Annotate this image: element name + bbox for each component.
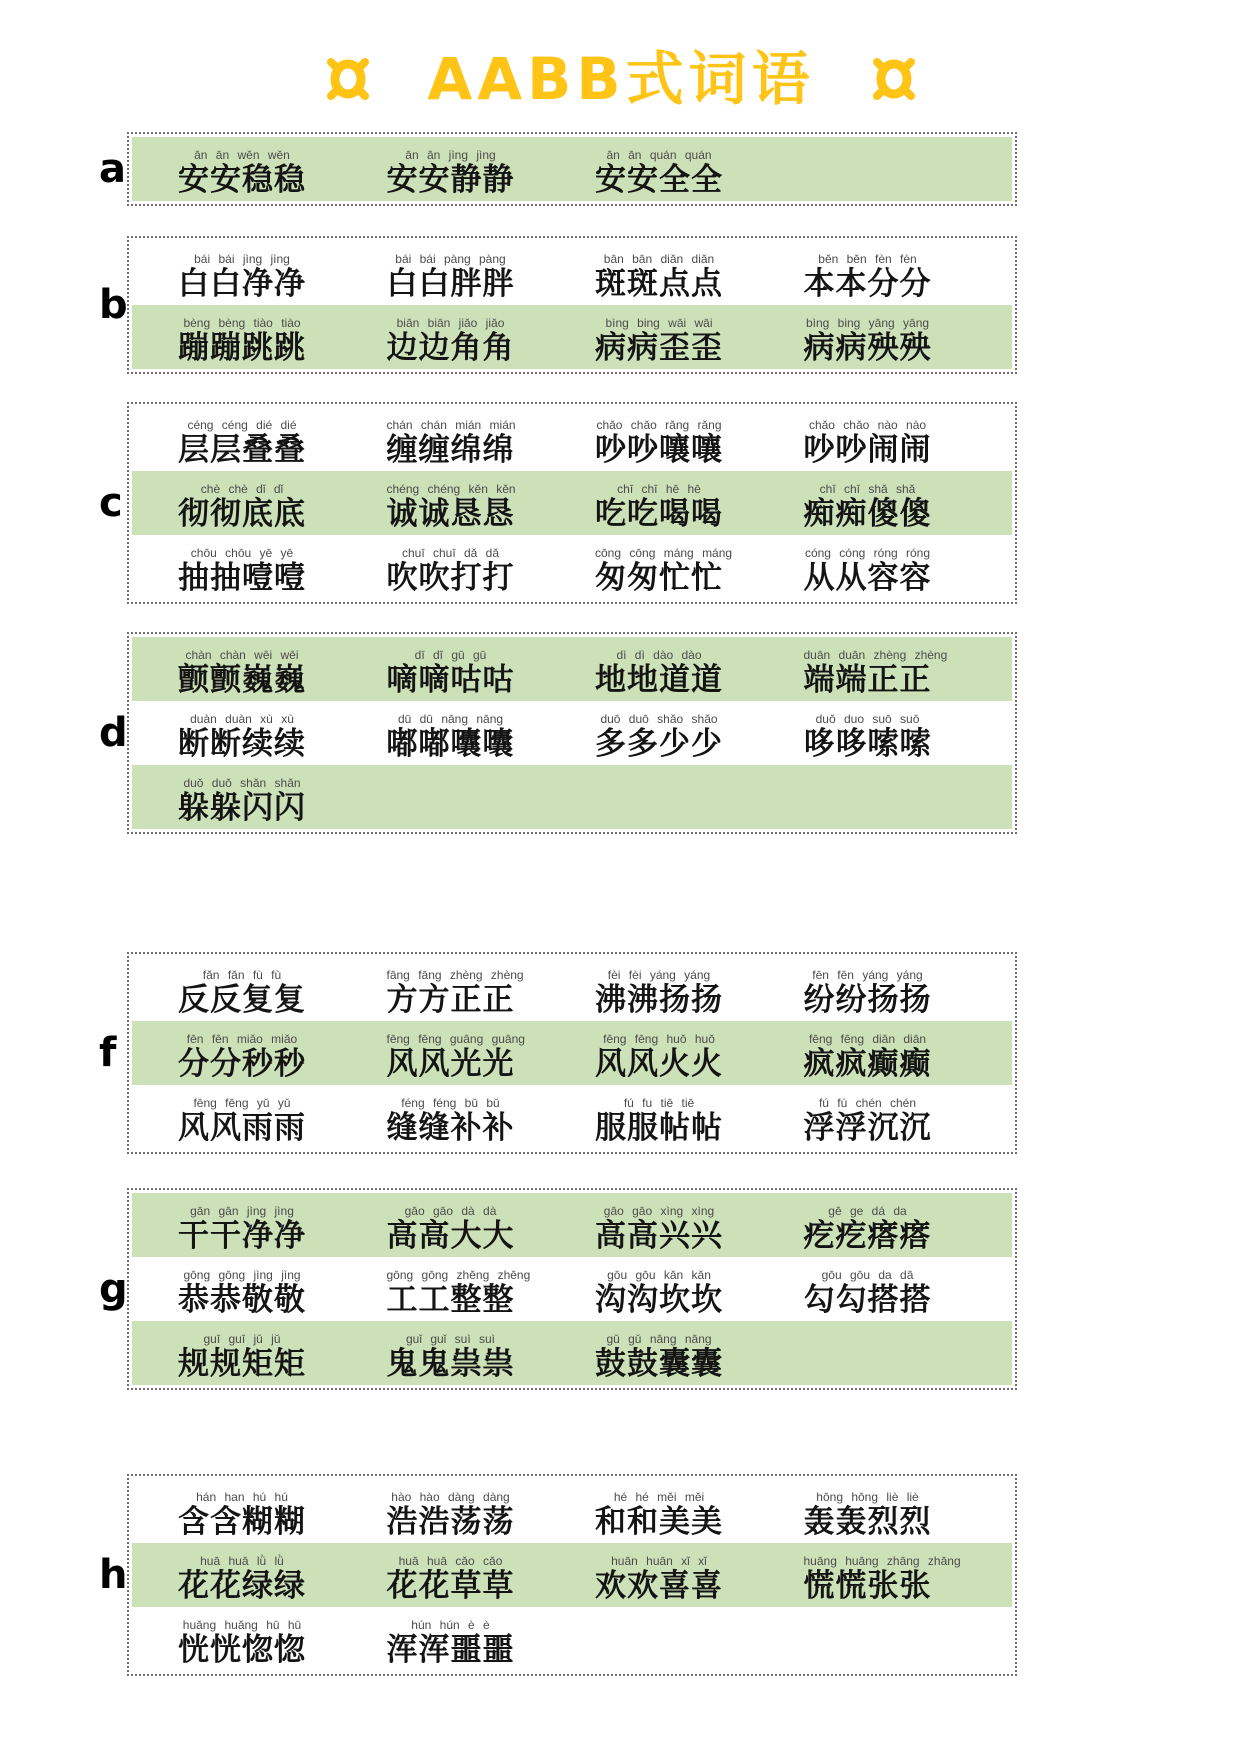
pinyin-annotation: féng féng bǔ bǔ <box>401 1096 500 1111</box>
word-cell <box>804 1490 932 1543</box>
word-cell <box>804 418 932 471</box>
word-cell <box>595 482 723 535</box>
pinyin-annotation: chǎo chǎo nào nào <box>808 418 927 433</box>
word-row <box>132 1321 1012 1385</box>
pinyin-annotation: bèng bèng tiào tiào <box>183 316 301 331</box>
word-cell <box>804 1096 932 1149</box>
pinyin-annotation: ān ān wěn wěn <box>194 148 290 163</box>
word-list <box>99 132 1017 1676</box>
pinyin-annotation: huān huān xǐ xǐ <box>611 1554 707 1569</box>
pinyin-annotation: gōng gōng zhěng zhěng <box>386 1268 531 1283</box>
pinyin-annotation: chàn chàn wēi wēi <box>185 648 299 663</box>
word-cell <box>387 252 515 305</box>
pinyin-annotation: chōu chōu yē yē <box>190 546 294 561</box>
pinyin-annotation: hào hào dàng dàng <box>391 1490 510 1505</box>
aabb-word: 本本分分 <box>803 266 932 302</box>
aabb-word: 轰轰烈烈 <box>803 1504 932 1540</box>
aabb-word: 疙疙瘩瘩 <box>803 1218 932 1254</box>
aabb-word: 嘀嘀咕咕 <box>386 662 515 698</box>
word-cell <box>178 776 306 829</box>
aabb-word: 抽抽噎噎 <box>178 560 306 596</box>
pinyin-annotation: hōng hōng liè liè <box>816 1490 919 1505</box>
aabb-word: 端端正正 <box>803 662 932 698</box>
pinyin-annotation: bái bái pàng pàng <box>395 252 506 267</box>
word-cell <box>178 648 306 701</box>
aabb-word: 白白胖胖 <box>386 266 515 302</box>
section-c <box>99 402 1017 604</box>
word-cell <box>804 482 932 535</box>
word-cell <box>178 546 306 599</box>
aabb-word: 和和美美 <box>595 1504 723 1540</box>
aabb-word: 吵吵闹闹 <box>803 432 932 468</box>
aabb-word: 服服帖帖 <box>595 1110 723 1146</box>
word-cell <box>387 546 515 599</box>
section-label: a <box>99 146 126 192</box>
word-cell <box>178 1268 306 1321</box>
aabb-word: 蹦蹦跳跳 <box>178 330 306 366</box>
pinyin-annotation: huā huā cǎo cǎo <box>398 1554 503 1569</box>
aabb-word: 含含糊糊 <box>178 1504 306 1540</box>
pinyin-annotation: bìng bing wāi wāi <box>605 316 713 331</box>
aabb-word: 彻彻底底 <box>178 496 306 532</box>
word-cell <box>387 1096 515 1149</box>
aabb-word: 反反复复 <box>178 982 306 1018</box>
aabb-word: 干干净净 <box>178 1218 306 1254</box>
aabb-word: 病病殃殃 <box>803 330 932 366</box>
word-cell <box>387 1032 525 1085</box>
word-cell <box>387 648 515 701</box>
word-row <box>132 535 1012 599</box>
aabb-word: 地地道道 <box>595 662 723 698</box>
pinyin-annotation: fēn fēn yáng yáng <box>812 968 923 983</box>
pinyin-annotation: fēn fēn miǎo miǎo <box>186 1032 298 1047</box>
aabb-word: 工工整整 <box>386 1282 515 1318</box>
pinyin-annotation: chéng chéng kěn kěn <box>386 482 516 497</box>
pinyin-annotation: gān gān jìng jìng <box>190 1204 294 1219</box>
word-row <box>132 765 1012 829</box>
word-cell <box>387 1554 515 1607</box>
pinyin-annotation: fú fú chén chén <box>818 1096 917 1111</box>
aabb-word: 白白净净 <box>178 266 306 302</box>
word-cell <box>178 1204 306 1257</box>
aabb-word: 疯疯癫癫 <box>803 1046 932 1082</box>
word-cell <box>804 1204 932 1257</box>
pinyin-annotation: huāng huāng zhāng zhāng <box>803 1554 961 1569</box>
word-cell <box>387 148 515 201</box>
word-row <box>132 637 1012 701</box>
word-cell <box>595 148 723 201</box>
pinyin-annotation: gōu gōu da dā <box>821 1268 914 1283</box>
word-cell <box>595 712 723 765</box>
pinyin-annotation: fēng fēng guāng guāng <box>386 1032 525 1047</box>
section-label: f <box>99 1030 117 1076</box>
word-cell <box>595 1096 723 1149</box>
aabb-word: 哆哆嗦嗦 <box>803 726 932 762</box>
aabb-word: 安安静静 <box>386 162 515 198</box>
word-cell <box>804 648 948 701</box>
aabb-word: 欢欢喜喜 <box>595 1568 723 1604</box>
pinyin-annotation: fāng fāng zhèng zhèng <box>386 968 524 983</box>
pinyin-annotation: dī dī gū gū <box>414 648 487 663</box>
page-title: AABB式词语 <box>427 45 815 113</box>
section-f <box>99 952 1017 1154</box>
aabb-word: 风风火火 <box>595 1046 723 1082</box>
pinyin-annotation: céng céng dié dié <box>187 418 297 433</box>
word-cell <box>178 316 306 369</box>
aabb-word: 慌慌张张 <box>803 1568 932 1604</box>
word-cell <box>595 968 723 1021</box>
word-cell <box>595 546 732 599</box>
word-cell <box>595 1554 723 1607</box>
word-cell <box>178 1332 306 1385</box>
pinyin-annotation: gǔ gǔ nāng nāng <box>606 1332 712 1347</box>
word-row <box>132 957 1012 1021</box>
pinyin-annotation: gōng gōng jìng jìng <box>183 1268 301 1283</box>
aabb-word: 断断续续 <box>178 726 306 762</box>
word-cell <box>178 1554 306 1607</box>
word-cell <box>804 316 932 369</box>
pinyin-annotation: dū dū nāng nāng <box>397 712 504 727</box>
aabb-word: 嘟嘟囔囔 <box>386 726 515 762</box>
word-cell <box>178 1032 306 1085</box>
aabb-word: 诚诚恳恳 <box>386 496 515 532</box>
word-row <box>132 701 1012 765</box>
pinyin-annotation: běn běn fèn fèn <box>818 252 917 267</box>
aabb-word: 风风雨雨 <box>178 1110 306 1146</box>
section-label: b <box>99 282 128 328</box>
word-cell <box>178 148 306 201</box>
pinyin-annotation: bān bān diǎn diǎn <box>603 252 715 267</box>
word-cell <box>595 648 723 701</box>
word-cell <box>387 1204 515 1257</box>
aabb-word: 安安全全 <box>595 162 723 198</box>
word-cell <box>178 482 306 535</box>
word-cell <box>387 482 516 535</box>
word-cell <box>804 1032 932 1085</box>
aabb-word: 躲躲闪闪 <box>178 790 306 826</box>
pinyin-annotation: fèi fèi yáng yáng <box>607 968 711 983</box>
word-cell <box>595 1490 723 1543</box>
aabb-word: 恭恭敬敬 <box>178 1282 306 1318</box>
pinyin-annotation: bái bái jìng jìng <box>194 252 290 267</box>
aabb-word: 从从容容 <box>803 560 932 596</box>
pinyin-annotation: gāo gāo dà dà <box>404 1204 497 1219</box>
aabb-word: 沸沸扬扬 <box>595 982 723 1018</box>
aabb-word: 纷纷扬扬 <box>803 982 932 1018</box>
pinyin-annotation: duǒ duǒ shǎn shǎn <box>183 776 301 791</box>
word-cell <box>804 1268 932 1321</box>
aabb-word: 高高兴兴 <box>595 1218 723 1254</box>
pinyin-annotation: guī guī jǔ jǔ <box>203 1332 281 1347</box>
aabb-word: 分分秒秒 <box>178 1046 306 1082</box>
aabb-word: 花花绿绿 <box>178 1568 306 1604</box>
word-row <box>132 137 1012 201</box>
pinyin-annotation: chè chè dǐ dǐ <box>200 482 284 497</box>
aabb-word: 高高大大 <box>386 1218 515 1254</box>
pinyin-annotation: duān duān zhèng zhèng <box>803 648 948 663</box>
aabb-word: 吵吵嚷嚷 <box>595 432 723 468</box>
aabb-word: 吃吃喝喝 <box>595 496 723 532</box>
pinyin-annotation: gāo gāo xìng xìng <box>603 1204 715 1219</box>
word-cell <box>595 252 723 305</box>
pinyin-annotation: bìng bing yāng yāng <box>805 316 930 331</box>
aabb-word: 鼓鼓囊囊 <box>595 1346 723 1382</box>
word-row <box>132 1193 1012 1257</box>
aabb-word: 边边角角 <box>386 330 515 366</box>
pinyin-annotation: gē ge dá da <box>828 1204 907 1219</box>
aabb-word: 匆匆忙忙 <box>595 560 723 596</box>
aabb-word: 颤颤巍巍 <box>178 662 306 698</box>
pinyin-annotation: hé hé měi měi <box>613 1490 705 1505</box>
word-cell <box>178 418 306 471</box>
word-cell <box>387 1490 515 1543</box>
word-cell <box>387 968 524 1021</box>
pinyin-annotation: dì dì dào dào <box>616 648 702 663</box>
word-cell <box>387 1268 531 1321</box>
word-cell <box>387 1618 515 1671</box>
aabb-word: 风风光光 <box>386 1046 515 1082</box>
word-cell <box>804 1554 961 1607</box>
word-cell <box>595 1268 723 1321</box>
pinyin-annotation: duō duō shǎo shǎo <box>600 712 718 727</box>
section-g <box>99 1188 1017 1390</box>
section-b <box>99 236 1017 374</box>
pinyin-annotation: gōu gōu kǎn kǎn <box>607 1268 711 1283</box>
section-label: c <box>99 480 123 526</box>
pinyin-annotation: ān ān jìng jìng <box>405 148 496 163</box>
word-row <box>132 1543 1012 1607</box>
word-row <box>132 1085 1012 1149</box>
word-row <box>132 1607 1012 1671</box>
aabb-word: 规规矩矩 <box>178 1346 306 1382</box>
aabb-word: 斑斑点点 <box>595 266 723 302</box>
word-cell <box>804 546 932 599</box>
word-row <box>132 471 1012 535</box>
aabb-word: 花花草草 <box>386 1568 515 1604</box>
word-cell <box>387 316 515 369</box>
aabb-word: 多多少少 <box>595 726 723 762</box>
pinyin-annotation: huǎng huǎng hū hū <box>182 1618 302 1633</box>
pinyin-annotation: chuī chuī dǎ dǎ <box>401 546 500 561</box>
burst-ring-icon <box>869 54 919 104</box>
pinyin-annotation: fēng fēng diān diān <box>808 1032 927 1047</box>
word-cell <box>178 968 306 1021</box>
word-cell <box>804 968 932 1021</box>
word-row <box>132 305 1012 369</box>
page-header <box>0 0 1242 116</box>
aabb-word: 浑浑噩噩 <box>386 1632 515 1668</box>
pinyin-annotation: guǐ guǐ suì suì <box>405 1332 496 1347</box>
word-cell <box>595 418 723 471</box>
word-row <box>132 407 1012 471</box>
word-cell <box>804 712 932 765</box>
word-row <box>132 241 1012 305</box>
pinyin-annotation: cóng cóng róng róng <box>804 546 931 561</box>
pinyin-annotation: chǎo chǎo rǎng rǎng <box>596 418 722 433</box>
aabb-word: 鬼鬼祟祟 <box>386 1346 515 1382</box>
section-d <box>99 632 1017 834</box>
aabb-word: 缠缠绵绵 <box>386 432 515 468</box>
pinyin-annotation: fú fu tiē tiē <box>623 1096 695 1111</box>
word-cell <box>178 1490 306 1543</box>
word-cell <box>178 712 306 765</box>
aabb-word: 勾勾搭搭 <box>803 1282 932 1318</box>
aabb-word: 缝缝补补 <box>386 1110 515 1146</box>
aabb-word: 沟沟坎坎 <box>595 1282 723 1318</box>
pinyin-annotation: fēng fēng yǔ yǔ <box>193 1096 291 1111</box>
word-cell <box>595 1032 723 1085</box>
aabb-word: 浮浮沉沉 <box>803 1110 932 1146</box>
word-cell <box>178 1618 306 1671</box>
word-cell <box>387 712 515 765</box>
pinyin-annotation: duǒ duo suō suō <box>815 712 920 727</box>
word-cell <box>595 1204 723 1257</box>
aabb-word: 浩浩荡荡 <box>386 1504 515 1540</box>
pinyin-annotation: fǎn fǎn fù fù <box>202 968 282 983</box>
pinyin-annotation: huā huā lǜ lǜ <box>200 1554 284 1569</box>
section-label: h <box>99 1552 128 1598</box>
word-cell <box>595 316 723 369</box>
word-cell <box>387 1332 515 1385</box>
word-cell <box>595 1332 723 1385</box>
pinyin-annotation: hún hún è è <box>411 1618 490 1633</box>
word-cell <box>804 252 932 305</box>
aabb-word: 恍恍惚惚 <box>178 1632 306 1668</box>
pinyin-annotation: chī chī hē hē <box>617 482 701 497</box>
word-row <box>132 1257 1012 1321</box>
section-label: g <box>99 1266 128 1312</box>
word-cell <box>178 252 306 305</box>
section-a <box>99 132 1017 206</box>
aabb-word: 层层叠叠 <box>178 432 306 468</box>
pinyin-annotation: cōng cōng máng máng <box>595 546 733 561</box>
word-row <box>132 1479 1012 1543</box>
pinyin-annotation: hán han hú hú <box>196 1490 288 1505</box>
pinyin-annotation: ān ān quán quán <box>606 148 712 163</box>
aabb-word: 吹吹打打 <box>386 560 515 596</box>
aabb-word: 方方正正 <box>386 982 515 1018</box>
word-row <box>132 1021 1012 1085</box>
word-cell <box>387 418 516 471</box>
pinyin-annotation: chán chán mián mián <box>386 418 516 433</box>
aabb-word: 痴痴傻傻 <box>803 496 932 532</box>
pinyin-annotation: fēng fēng huǒ huǒ <box>603 1032 715 1047</box>
section-label: d <box>99 710 128 756</box>
section-h <box>99 1474 1017 1676</box>
pinyin-annotation: biān biān jiǎo jiǎo <box>396 316 505 331</box>
aabb-word: 安安稳稳 <box>178 162 306 198</box>
burst-ring-icon <box>323 54 373 104</box>
pinyin-annotation: duàn duàn xù xù <box>190 712 294 727</box>
aabb-word: 病病歪歪 <box>595 330 723 366</box>
word-cell <box>178 1096 306 1149</box>
pinyin-annotation: chī chī shǎ shǎ <box>819 482 916 497</box>
